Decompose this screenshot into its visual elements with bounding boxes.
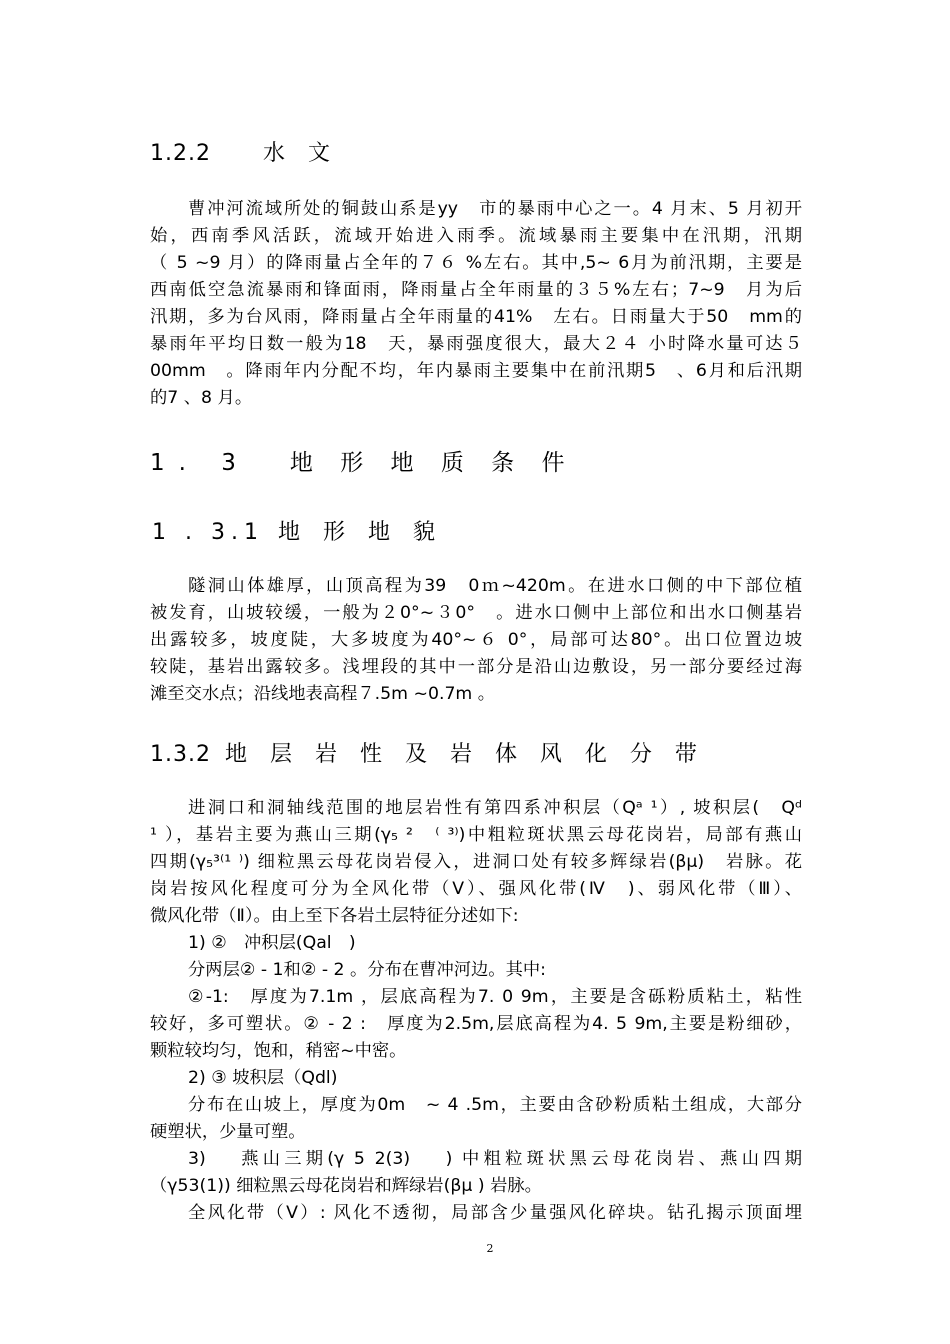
text-line: 岗岩按风化程度可分为全风化带（Ⅴ）、强风化带(Ⅳ )、弱风化带（Ⅲ）、 — [150, 879, 802, 899]
text-line: 较陡，基岩出露较多。浅埋段的其中一部分是沿山边敷设，另一部分要经过海 — [150, 657, 802, 677]
section-heading-1-3 — [150, 444, 574, 477]
text-line: 全风化带（Ⅴ）: 风化不透彻，局部含少量强风化碎块。钻孔揭示顶面埋 — [188, 1203, 802, 1223]
page-number: 2 — [486, 1242, 494, 1255]
hydrology-paragraph — [150, 196, 802, 412]
text-line: （γ53(1)) 细粒黑云母花岗岩和辉绿岩(βμ ) 岩脉。 — [150, 1176, 542, 1196]
text-line: 出露较多，坡度陡，大多坡度为40°~６ 0°，局部可达80°。出口位置边坡 — [150, 630, 802, 650]
section-heading-1-2-2 — [150, 136, 338, 167]
section-title: 地 层 岩 性 及 岩 体 风 化 分 带 — [224, 742, 705, 767]
text-line: 被发育，山坡较缓，一般为２0°~３0° 。进水口侧中上部位和出水口侧基岩 — [150, 603, 802, 623]
text-line: 分两层② - 1和② - 2 。分布在曹冲河边。其中: — [188, 960, 546, 980]
text-line: （ 5 ~9 月）的降雨量占全年的７６ %左右。其中,5~ 6月为前汛期，主要是 — [150, 253, 802, 273]
text-line: 分布在山坡上，厚度为0m ~ 4 .5m，主要由含砂粉质粘土组成，大部分 — [188, 1095, 802, 1115]
strata-paragraph — [150, 795, 802, 1227]
text-line: ②-1: 厚度为7.1m ，层底高程为7. 0 9m，主要是含砾粉质粘土，粘性 — [188, 987, 802, 1007]
text-line: 微风化带（Ⅱ）。由上至下各岩土层特征分述如下: — [150, 906, 519, 926]
text-line: 隧洞山体雄厚，山顶高程为39 0ｍ~420m。在进水口侧的中下部位植 — [188, 576, 802, 596]
section-heading-1-3-1 — [152, 515, 443, 546]
text-line: 1) ② 冲积层(Qal ) — [188, 933, 356, 953]
section-number: 1.2.2 — [150, 141, 211, 166]
section-number: 1 . 3.1 — [152, 520, 264, 545]
section-heading-1-3-2 — [150, 737, 705, 768]
text-line: 汛期，多为台风雨，降雨量占全年雨量的41% 左右。日雨量大于50 mm的 — [150, 307, 802, 327]
text-line: 始，西南季风活跃，流域开始进入雨季。流域暴雨主要集中在汛期，汛期 — [150, 226, 802, 246]
text-line: 2) ③ 坡积层（Qdl) — [188, 1068, 338, 1088]
section-number: 1. 3 — [150, 450, 250, 476]
text-line: 的7 、8 月。 — [150, 388, 253, 408]
text-line: 3) 燕山三期(γ 5 2(3) ) 中粗粒斑状黑云母花岗岩、燕山四期 — [188, 1149, 802, 1169]
terrain-paragraph — [150, 573, 802, 708]
section-number: 1.3.2 — [150, 742, 211, 767]
text-line: 00mm 。降雨年内分配不均，年内暴雨主要集中在前汛期5 、6月和后汛期 — [150, 361, 802, 381]
text-line: ¹ ），基岩主要为燕山三期(γ₅ ² ⁽ ³⁾)中粗粒斑状黑云母花岗岩，局部有燕山 — [150, 825, 802, 845]
text-line: 进洞口和洞轴线范围的地层岩性有第四系冲积层（Qᵃ ¹）, 坡积层( Qᵈ — [188, 798, 802, 818]
text-line: 硬塑状，少量可塑。 — [150, 1122, 306, 1142]
section-title: 地 形 地 貌 — [277, 520, 443, 545]
text-line: 滩至交水点；沿线地表高程７.5m ~0.7m 。 — [150, 684, 496, 704]
text-line: 西南低空急流暴雨和锋面雨，降雨量占全年雨量的３５%左右；7~9 月为后 — [150, 280, 802, 300]
text-line: 四期(γ₅³⁽¹ ⁾) 细粒黑云母花岗岩侵入，进洞口处有较多辉绿岩(βμ) 岩脉。花 — [150, 852, 802, 872]
text-line: 暴雨年平均日数一般为18 天，暴雨强度很大，最大２４ 小时降水量可达５ — [150, 334, 802, 354]
text-line: 较好，多可塑状。② - 2 : 厚度为2.5m,层底高程为4. 5 9m,主要是粉细砂， — [150, 1014, 802, 1034]
text-line: 曹冲河流域所处的铜鼓山系是yy 市的暴雨中心之一。4 月末、5 月初开 — [188, 199, 802, 219]
text-line: 颗粒较均匀，饱和，稍密~中密。 — [150, 1041, 407, 1061]
section-title: 地 形 地 质 条 件 — [289, 450, 575, 476]
section-title: 水 文 — [262, 141, 338, 166]
